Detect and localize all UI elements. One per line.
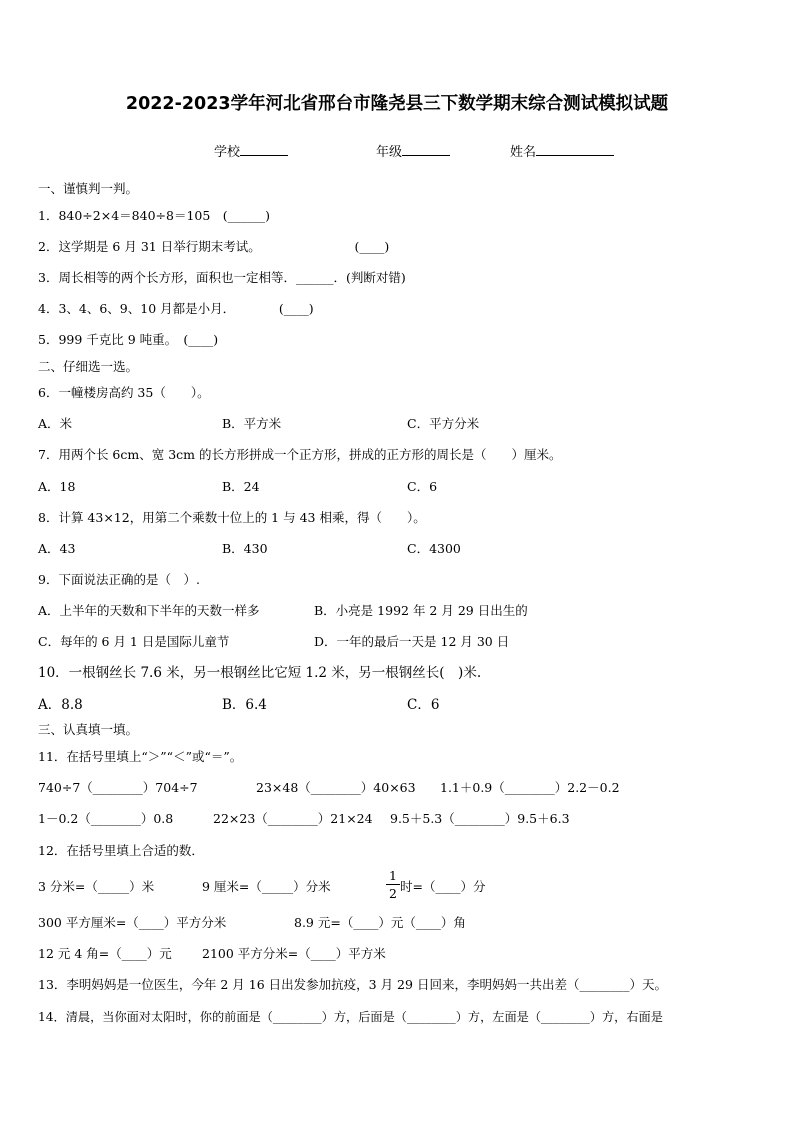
q12-item: 9 厘米=（_____）分米 <box>202 879 331 894</box>
q8-option-a: A．43 <box>38 541 76 556</box>
q8-option-c: C．4300 <box>407 541 461 556</box>
q9-option-d: D．一年的最后一天是 12 月 30 日 <box>314 634 510 649</box>
section-heading-2: 二、仔细选一选。 <box>38 359 139 374</box>
grade-field[interactable] <box>376 141 450 160</box>
fraction-numerator: 1 <box>389 868 397 883</box>
q10-option-c: C．6 <box>407 697 440 713</box>
question-4: 4．3、4、6、9、10 月都是小月． (____) <box>38 301 314 316</box>
question-11: 11．在括号里填上“＞”“＜”或“＝”。 <box>38 749 243 764</box>
question-7: 7．用两个长 6cm、宽 3cm 的长方形拼成一个正方形，拼成的正方形的周长是（ ）厘米。 <box>38 447 562 462</box>
q11-item: 9.5＋5.3（________）9.5＋6.3 <box>390 811 570 826</box>
page-title: 2022-2023学年河北省邢台市隆尧县三下数学期末综合测试模拟试题 <box>125 94 669 114</box>
q12-item: 8.9 元=（____）元（____）角 <box>294 915 466 930</box>
question-14: 14．清晨，当你面对太阳时，你的前面是（________）方，后面是（________）方，左面是（________）方，右面是 <box>38 1010 663 1024</box>
q11-item: 22×23（________）21×24 <box>213 811 373 826</box>
q10-option-a: A．8.8 <box>38 697 83 713</box>
q6-option-a: A．米 <box>38 416 73 431</box>
question-9: 9．下面说法正确的是（ ）. <box>38 572 200 587</box>
question-13: 13．李明妈妈是一位医生，今年 2 月 16 日出发参加抗疫，3 月 29 日回来，李明妈妈一共出差（________）天。 <box>38 977 667 992</box>
fraction-bar <box>386 884 400 885</box>
q7-option-c: C．6 <box>407 479 438 494</box>
q12-item: 300 平方厘米=（____）平方分米 <box>38 915 227 930</box>
q9-option-c: C．每年的 6 月 1 日是国际儿童节 <box>38 634 230 649</box>
section-heading-1: 一、谨慎判一判。 <box>38 181 139 196</box>
question-2: 2．这学期是 6 月 31 日举行期末考试。 (____) <box>38 239 390 254</box>
question-6: 6．一幢楼房高约 35（ ）。 <box>38 385 210 400</box>
q7-option-b: B．24 <box>222 479 260 494</box>
q11-item: 1－0.2（________）0.8 <box>38 811 174 826</box>
school-label: 学校 <box>214 145 241 160</box>
name-label: 姓名 <box>510 145 537 160</box>
q8-option-b: B．430 <box>222 541 268 556</box>
name-field[interactable] <box>510 141 614 160</box>
section-heading-3: 三、认真填一填。 <box>38 722 139 737</box>
grade-label: 年级 <box>376 145 403 160</box>
q12-item: 2100 平方分米=（____）平方米 <box>202 946 386 961</box>
school-field[interactable] <box>214 141 288 160</box>
q12-item: 3 分米=（_____）米 <box>38 879 155 894</box>
q11-item: 1.1＋0.9（________）2.2－0.2 <box>440 780 620 795</box>
q6-option-b: B．平方米 <box>222 416 282 431</box>
question-8: 8．计算 43×12，用第二个乘数十位上的 1 与 43 相乘，得（ ）。 <box>38 510 426 525</box>
question-1: 1．840÷2×4＝840÷8＝105 (______) <box>38 208 271 223</box>
q12-item: 时=（____）分 <box>400 879 486 894</box>
q12-fraction <box>386 868 400 901</box>
q12-item: 12 元 4 角=（____）元 <box>38 946 172 961</box>
question-5: 5．999 千克比 9 吨重。 (____) <box>38 332 219 347</box>
q9-option-a: A．上半年的天数和下半年的天数一样多 <box>38 603 260 618</box>
question-12: 12．在括号里填上合适的数． <box>38 843 204 858</box>
q9-option-b: B．小亮是 1992 年 2 月 29 日出生的 <box>314 603 528 618</box>
fraction-denominator: 2 <box>389 886 397 901</box>
q7-option-a: A．18 <box>38 479 76 494</box>
q10-option-b: B．6.4 <box>222 697 267 713</box>
q11-item: 740÷7（________）704÷7 <box>38 780 198 795</box>
question-10: 10．一根钢丝长 7.6 米，另一根钢丝比它短 1.2 米，另一根钢丝长( )米. <box>38 665 482 681</box>
q6-option-c: C．平方分米 <box>407 416 480 431</box>
q11-item: 23×48（________）40×63 <box>256 780 416 795</box>
question-3: 3．周长相等的两个长方形，面积也一定相等．______．(判断对错) <box>38 270 406 285</box>
